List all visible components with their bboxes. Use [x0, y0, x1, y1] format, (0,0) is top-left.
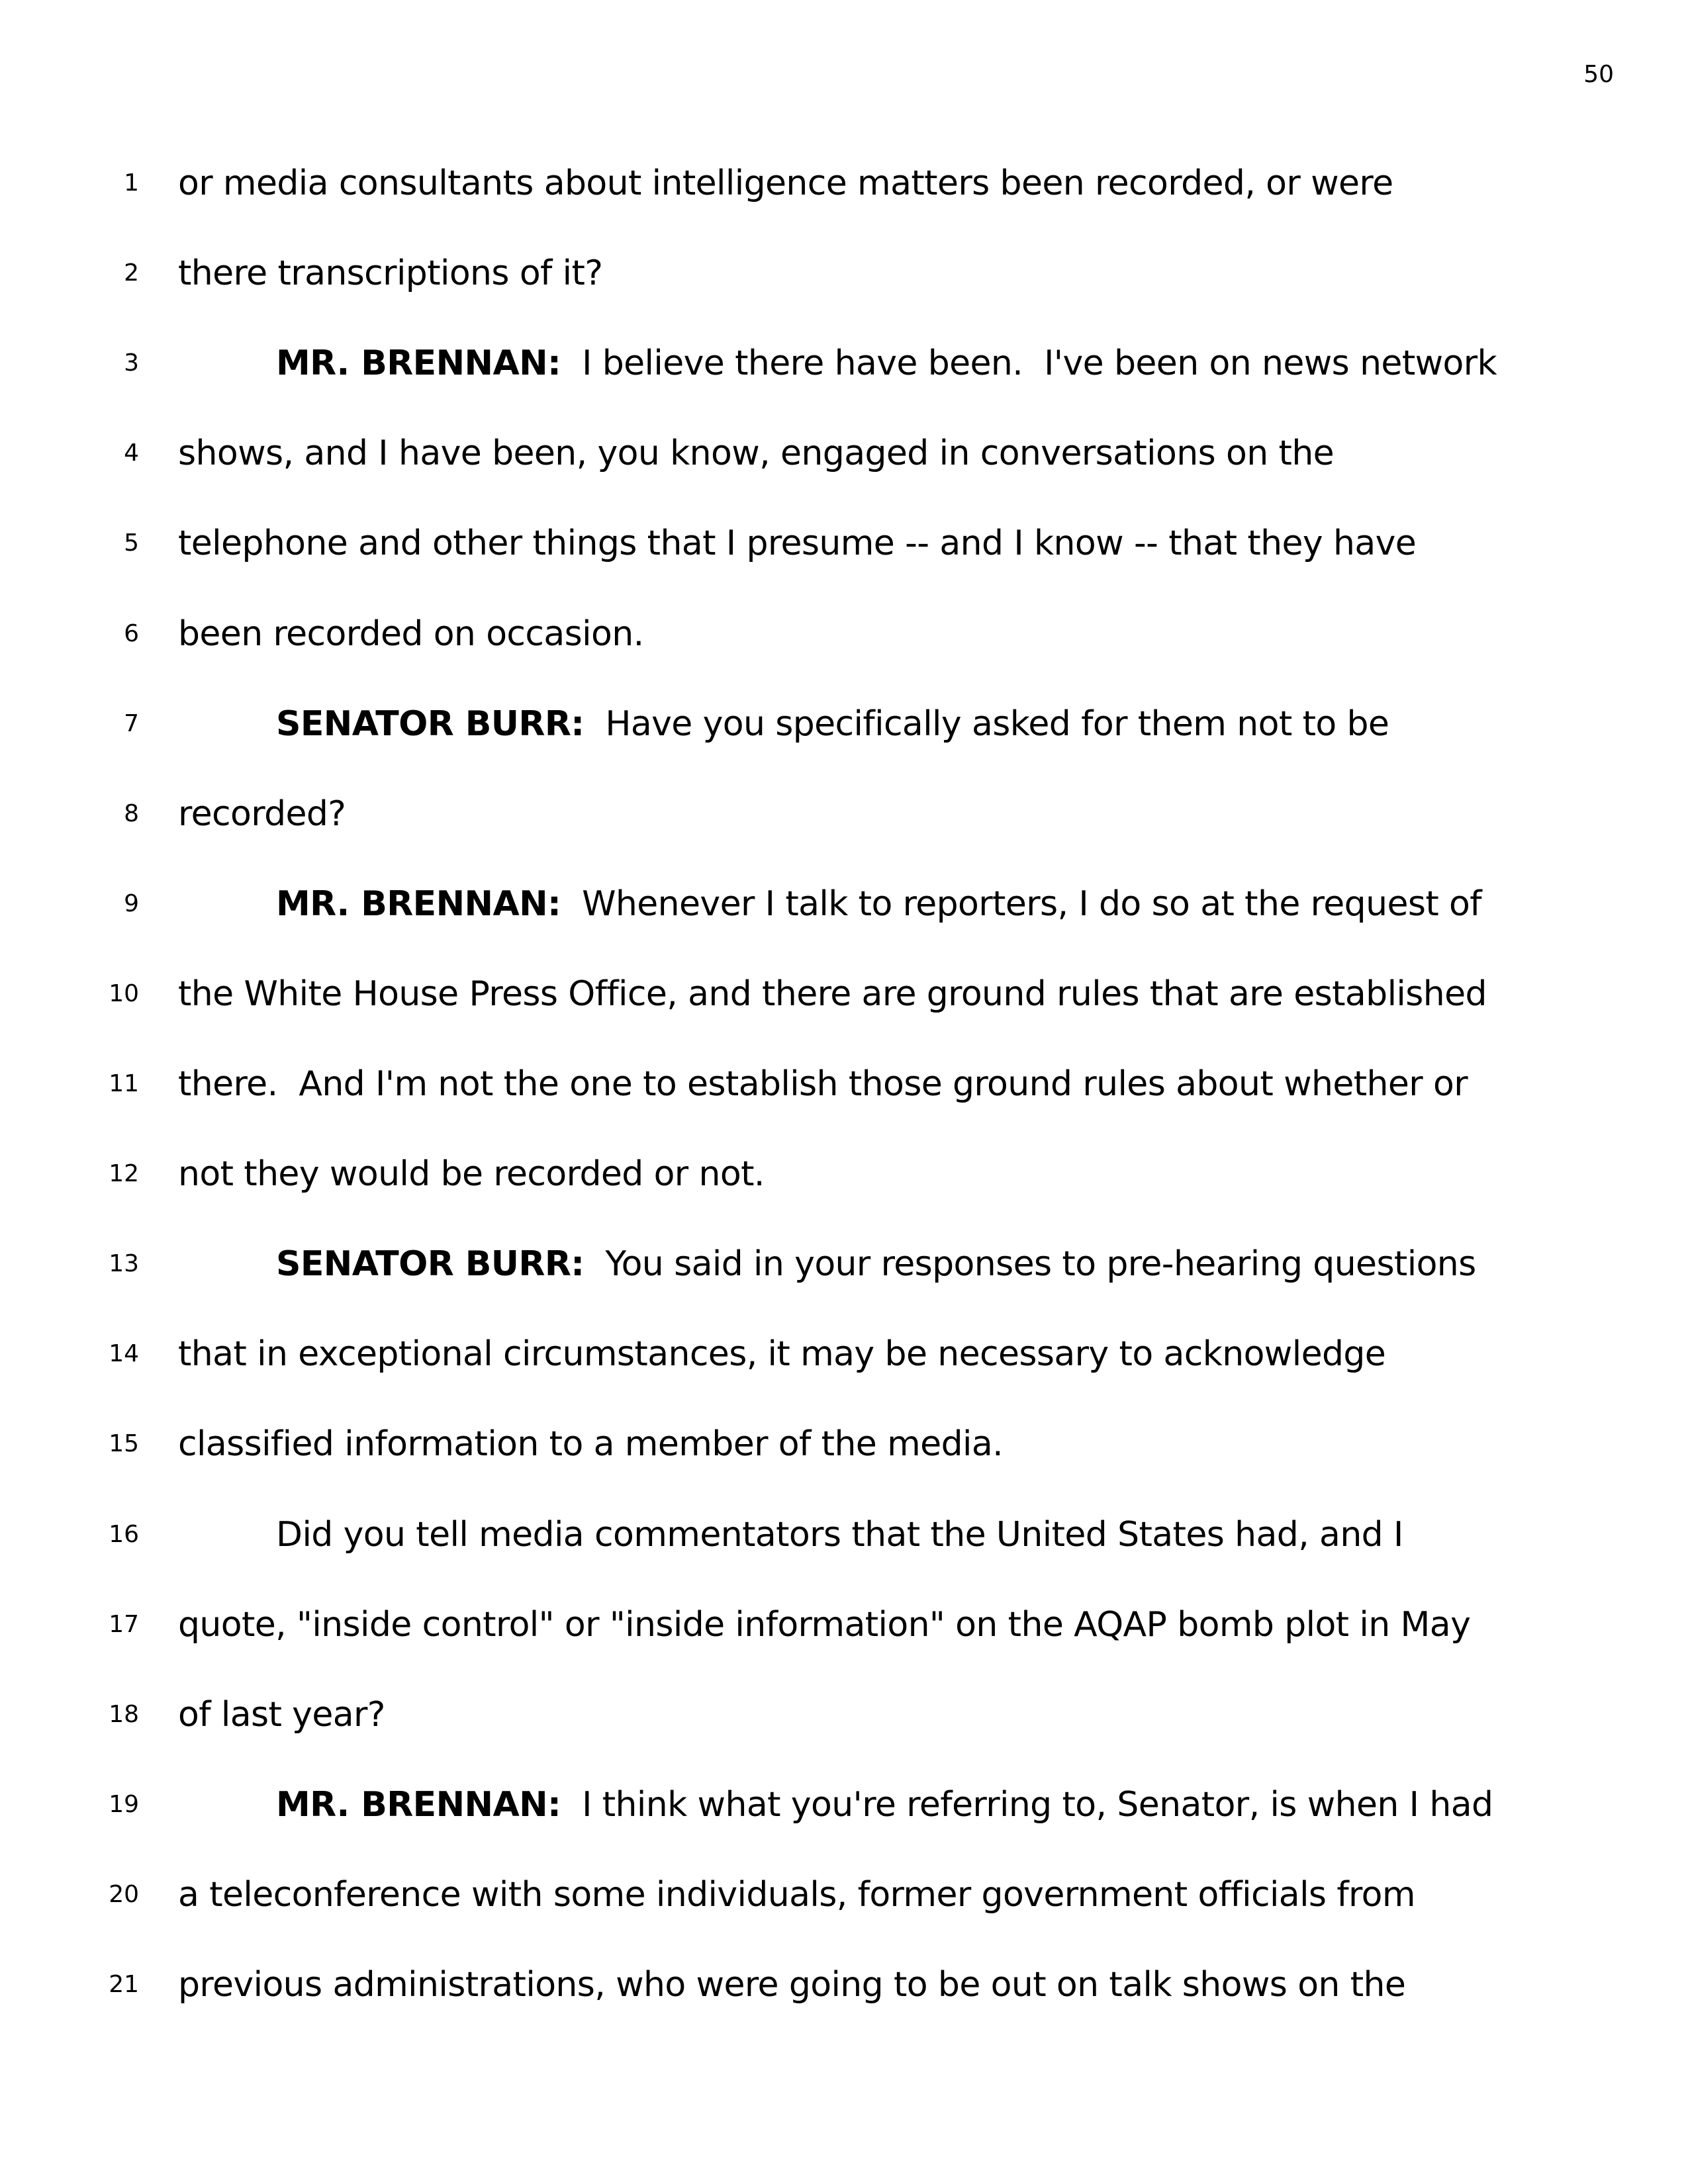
line-number: 13 — [109, 1250, 139, 1278]
speaker-name: SENATOR BURR: — [276, 1244, 585, 1285]
line-text — [178, 1399, 1003, 1489]
line-text — [178, 769, 346, 859]
line-number: 7 — [124, 709, 139, 737]
line-text — [178, 408, 1334, 498]
line-text — [178, 1940, 1405, 2030]
line-number: 9 — [124, 889, 139, 917]
line-number: 16 — [109, 1520, 139, 1548]
line-number: 11 — [109, 1070, 139, 1097]
line-text — [178, 1580, 1470, 1670]
line-content: or media consultants about intelligence matters been recorded, or were — [178, 163, 1393, 203]
line-text — [178, 228, 602, 318]
line-number: 14 — [109, 1340, 139, 1368]
line-content: telephone and other things that I presume -- and I know -- that they have — [178, 523, 1417, 564]
line-number: 4 — [124, 439, 139, 467]
line-text — [178, 498, 1416, 588]
line-content: classified information to a member of the media. — [178, 1424, 1004, 1465]
line-number: 6 — [124, 619, 139, 647]
line-number: 15 — [109, 1430, 139, 1458]
line-text — [276, 318, 1497, 408]
line-content: a teleconference with some individuals, former government officials from — [178, 1874, 1415, 1915]
line-text — [178, 1670, 385, 1760]
line-content: not they would be recorded or not. — [178, 1154, 765, 1195]
line-content: Whenever I talk to reporters, I do so at the request of — [561, 884, 1481, 924]
line-content: been recorded on occasion. — [178, 614, 644, 654]
speaker-name: MR. BRENNAN: — [276, 1784, 561, 1825]
line-text — [178, 1129, 765, 1219]
line-text — [178, 589, 644, 679]
line-content: there. And I'm not the one to establish those ground rules about whether or — [178, 1064, 1468, 1104]
line-number: 5 — [124, 529, 139, 557]
speaker-name: MR. BRENNAN: — [276, 884, 561, 924]
line-number: 18 — [109, 1700, 139, 1728]
line-text — [276, 679, 1389, 769]
line-content: Have you specifically asked for them not to be — [584, 704, 1389, 744]
line-content: there transcriptions of it? — [178, 253, 603, 294]
line-content: Did you tell media commentators that the United States had, and I — [276, 1514, 1403, 1555]
line-content: I believe there have been. I've been on news network — [561, 343, 1497, 384]
page-number: 50 — [1583, 61, 1614, 88]
line-text — [178, 1850, 1415, 1940]
line-number: 20 — [109, 1880, 139, 1908]
line-text — [178, 1039, 1468, 1129]
line-content: that in exceptional circumstances, it may be necessary to acknowledge — [178, 1334, 1386, 1375]
speaker-name: SENATOR BURR: — [276, 704, 585, 744]
line-text — [178, 949, 1487, 1039]
line-content: You said in your responses to pre-hearing questions — [584, 1244, 1476, 1285]
line-text — [178, 1309, 1385, 1399]
line-text — [276, 1219, 1476, 1309]
line-number: 21 — [109, 1971, 139, 1998]
line-number: 1 — [124, 169, 139, 197]
line-number: 12 — [109, 1160, 139, 1188]
line-content: shows, and I have been, you know, engaged in conversations on the — [178, 433, 1335, 474]
line-number: 3 — [124, 349, 139, 377]
line-content: I think what you're referring to, Senator, is when I had — [561, 1784, 1493, 1825]
line-number: 17 — [109, 1610, 139, 1638]
line-content: recorded? — [178, 794, 346, 834]
line-text — [276, 1760, 1493, 1850]
line-number: 19 — [109, 1790, 139, 1818]
line-number: 2 — [124, 259, 139, 287]
line-number: 8 — [124, 799, 139, 827]
line-text — [276, 1490, 1403, 1580]
line-content: quote, "inside control" or "inside information" on the AQAP bomb plot in May — [178, 1604, 1471, 1645]
line-text — [276, 859, 1481, 949]
line-number: 10 — [109, 979, 139, 1007]
speaker-name: MR. BRENNAN: — [276, 343, 561, 384]
line-text — [178, 138, 1393, 228]
line-content: the White House Press Office, and there are ground rules that are established — [178, 974, 1487, 1014]
line-content: of last year? — [178, 1694, 385, 1735]
line-content: previous administrations, who were going to be out on talk shows on the — [178, 1965, 1406, 2005]
